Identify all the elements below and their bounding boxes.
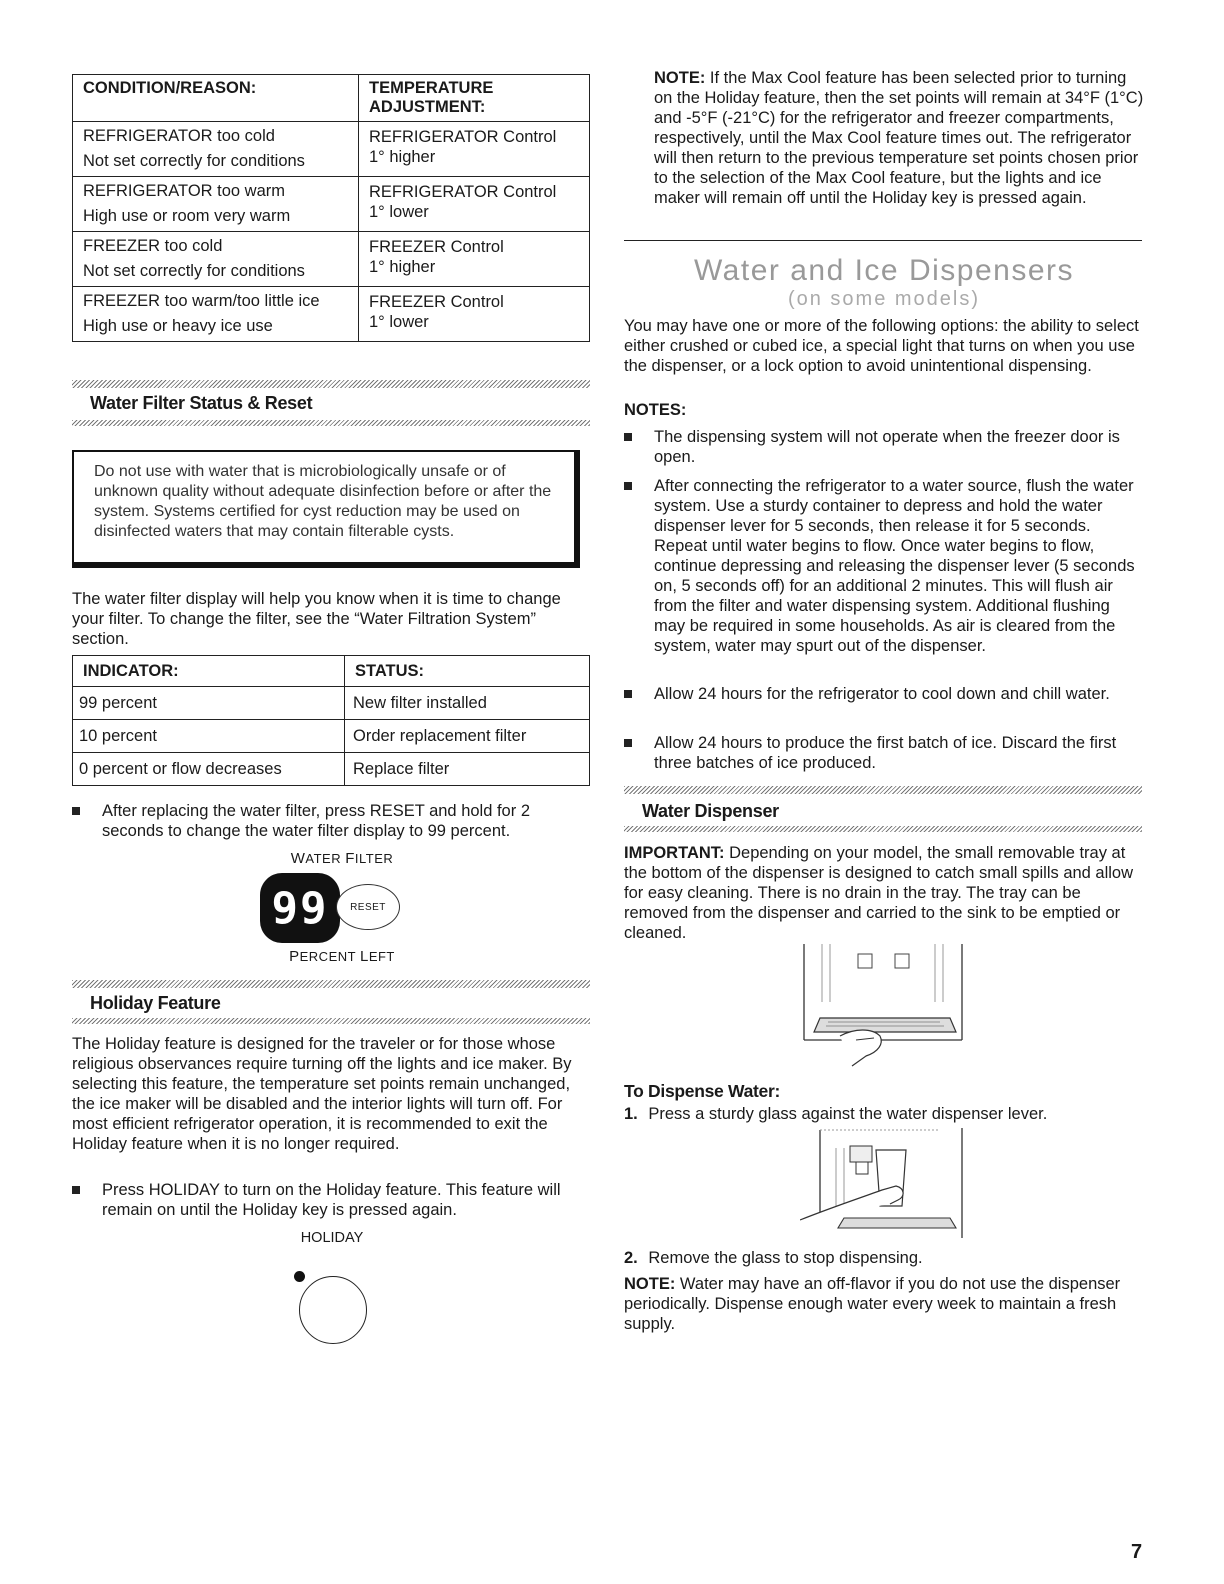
bullet-text: Allow 24 hours to produce the first batch of ice. Discard the first three batches of ice produced. [654,734,1117,772]
dispenser-tray-illustration [800,944,970,1074]
bullet-text: Allow 24 hours for the refrigerator to cool down and chill water. [654,685,1110,703]
table-row [73,177,590,232]
status-cell: Order replacement filter [345,720,590,753]
important-note [624,843,1142,943]
bullet-square [72,807,80,815]
list-item [624,733,1142,773]
table-row [73,287,590,342]
reason: Not set correctly for conditions [83,262,305,280]
note-label: NOTE: [624,1275,676,1293]
adjustment: REFRIGERATOR Control [369,128,557,146]
water-filter-intro: The water filter display will help you know when it is time to change your filter. To change the filter, see the “Water Filtration System” section. [72,590,561,648]
condition: FREEZER too cold [83,237,223,255]
section-divider [72,380,590,388]
reset-label: RESET [350,901,386,913]
dispensers-subtitle: (on some models) [787,288,981,310]
reason: Not set correctly for conditions [83,152,305,170]
table-header: INDICATOR: [73,656,345,687]
to-dispense-title: To Dispense Water: [624,1081,781,1101]
holiday-indicator-light [294,1271,305,1282]
percent-left-caption: PERCENT LEFT [289,948,395,965]
condition: REFRIGERATOR too warm [83,182,286,200]
reset-button[interactable] [336,884,400,930]
adjustment: REFRIGERATOR Control [369,183,557,201]
table-row [73,687,590,720]
adjustment: FREEZER Control [369,238,504,256]
step-number: 1. [624,1105,638,1123]
bullet-text: After replacing the water filter, press RESET and hold for 2 seconds to change the water filter display to 99 percent. [102,802,530,840]
adjustment-value: 1° higher [369,258,436,276]
step-text: Remove the glass to stop dispensing. [648,1249,923,1267]
adjustment-value: 1° lower [369,313,429,331]
table-header: STATUS: [345,656,590,687]
note-label: NOTE: [654,69,706,87]
adjustment-value: 1° lower [369,203,429,221]
status-cell: New filter installed [345,687,590,720]
bullet-text: Press HOLIDAY to turn on the Holiday feature. This feature will remain on until the Holiday key is pressed again. [102,1181,561,1219]
step-2 [624,1248,1142,1268]
max-cool-note [654,68,1144,208]
filter-display-value: 99 [271,882,329,934]
note-text: Water may have an off-flavor if you do not use the dispenser periodically. Dispense enough water every week to maintain a fresh supply. [624,1275,1121,1333]
bullet-square [624,433,632,441]
section-divider [624,826,1142,832]
dispense-glass-illustration [800,1128,970,1240]
bullet-square [72,1186,80,1194]
reason: High use or heavy ice use [83,317,273,335]
temperature-table [72,74,590,342]
bullet-square [624,739,632,747]
important-text: Depending on your model, the small removable tray at the bottom of the dispenser is designed to catch small spills and allow for easy cleaning. There is no drain in the tray. The tray can be removed from the dispenser and carried to the sink to be emptied or cleaned. [624,844,1134,942]
indicator-cell: 0 percent or flow decreases [73,753,345,786]
bullet-square [624,690,632,698]
holiday-button[interactable] [299,1276,367,1344]
section-title-holiday: Holiday Feature [90,993,221,1013]
section-divider [72,420,590,426]
section-divider [72,980,590,988]
dispensers-title: Water and Ice Dispensers [693,254,1075,287]
section-title-water-dispenser: Water Dispenser [642,801,779,821]
off-flavor-note [624,1274,1142,1334]
water-filter-caption: WATER FILTER [290,850,394,867]
adjustment-value: 1° higher [369,148,436,166]
table-header: CONDITION/REASON: [73,75,359,122]
warning-box: Do not use with water that is microbiologically unsafe or of unknown quality without adequate disinfection before or after the system. Systems certified for cyst reduction may be used on disinfected waters that may contain filterable cysts. [72,450,580,568]
page-number: 7 [1131,1541,1143,1563]
list-item [624,684,1142,704]
list-item [624,427,1142,467]
step-text: Press a sturdy glass against the water dispenser lever. [648,1105,1048,1123]
holiday-body: The Holiday feature is designed for the traveler or for those whose religious observances require turning off the lights and ice maker. By selecting this feature, the temperature set points remain unchanged, the ice maker will be disabled and the interior lights will turn off. For most efficient refrigerator operation, it is recommended to exit the Holiday feature when it is no longer required. [72,1035,572,1153]
bullet-text: After connecting the refrigerator to a water source, flush the water system. Use a sturdy container to depress and hold the water dispenser lever for 5 seconds, then release it for 5 seconds. Repeat until water begins to flow. Once water begins to flow, continue depressing and releasing the dispenser lever (5 seconds on, 5 seconds off) for an additional 2 minutes. This will flush air from the filter and water dispensing system. Additional flushing may be required in some households. As air is cleared from the system, water may spurt out of the dispenser. [654,477,1135,655]
notes-label: NOTES: [624,401,687,419]
indicator-cell: 10 percent [73,720,345,753]
step-1 [624,1104,1142,1124]
note-text: If the Max Cool feature has been selected prior to turning on the Holiday feature, then the set points will remain at 34°F (1°C) and -5°F (-21°C) for the refrigerator and freezer compartments, respectively, until the Max Cool feature times out. The refrigerator will then return to the previous temperature set points chosen prior to the selection of the Max Cool feature, but the lights and ice maker will remain off until the Holiday key is pressed again. [654,69,1144,207]
important-label: IMPORTANT: [624,844,725,862]
section-divider [624,786,1142,794]
divider-rule [624,240,1142,241]
list-item [72,1180,590,1220]
filter-display [260,873,340,943]
condition: FREEZER too warm/too little ice [83,292,320,310]
table-row [73,753,590,786]
bullet-text: The dispensing system will not operate when the freezer door is open. [654,428,1120,466]
bullet-square [624,482,632,490]
status-cell: Replace filter [345,753,590,786]
section-divider [72,1018,590,1024]
holiday-button-label: HOLIDAY [300,1230,364,1246]
adjustment: FREEZER Control [369,293,504,311]
table-row [73,720,590,753]
table-row [73,122,590,177]
reason: High use or room very warm [83,207,291,225]
indicator-cell: 99 percent [73,687,345,720]
section-title-water-filter: Water Filter Status & Reset [90,393,313,413]
condition: REFRIGERATOR too cold [83,127,275,145]
table-header: TEMPERATURE ADJUSTMENT: [359,75,590,122]
list-item [72,801,590,841]
step-number: 2. [624,1249,638,1267]
table-row [73,232,590,287]
filter-status-table [72,655,590,786]
dispensers-intro: You may have one or more of the following options: the ability to select either crushed or cubed ice, a special light that turns on when you use the dispenser, or a lock option to avoid unintentional dispensing. [624,317,1139,375]
list-item [624,476,1142,656]
